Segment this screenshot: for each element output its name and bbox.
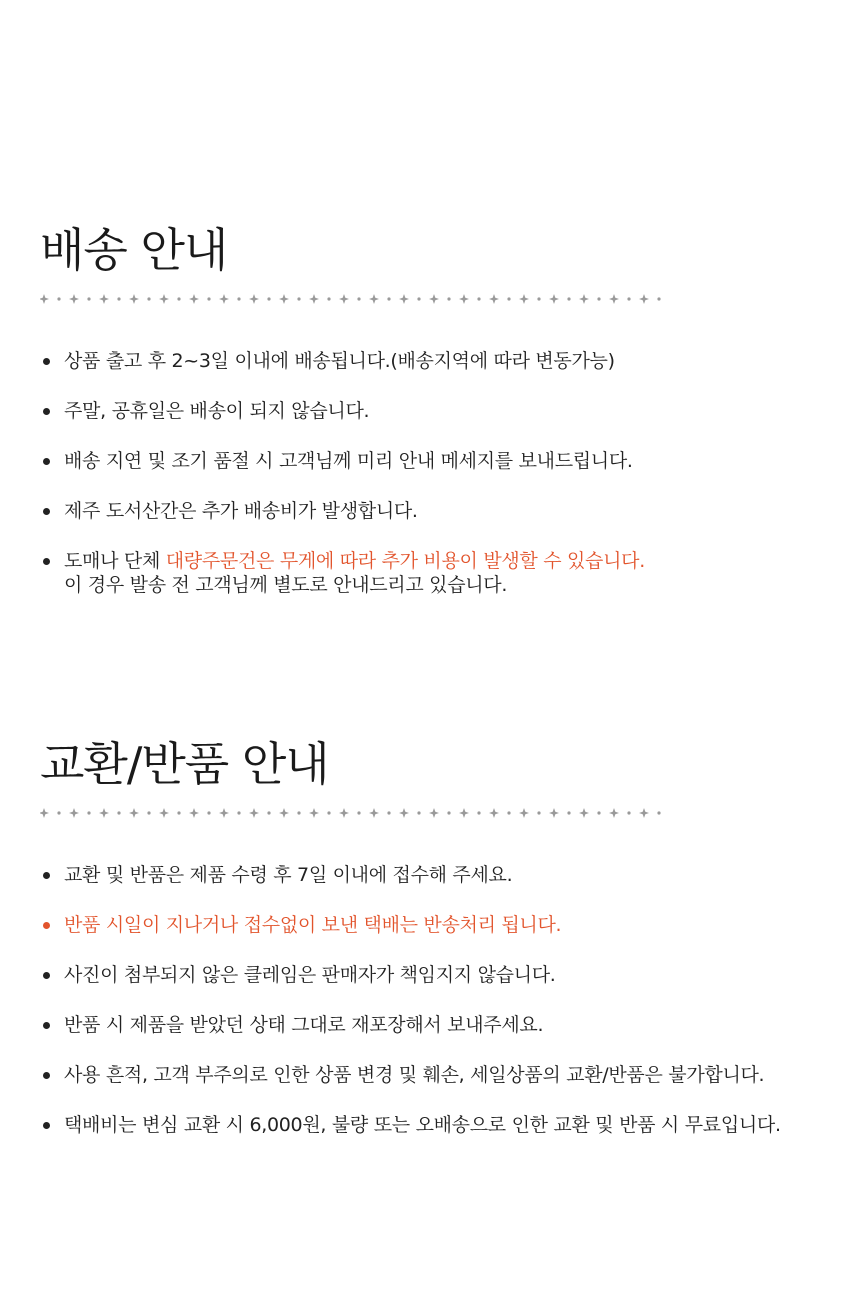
- sparkle-icon: [459, 808, 469, 818]
- list-item: [40, 349, 840, 373]
- dot-icon: [87, 297, 90, 300]
- dot-icon: [117, 297, 120, 300]
- sparkle-icon: [549, 294, 559, 304]
- shipping-info-section: [40, 222, 840, 623]
- sparkle-icon: [639, 294, 649, 304]
- dot-icon: [297, 297, 300, 300]
- bullet-icon: [43, 972, 50, 979]
- dot-icon: [657, 811, 660, 814]
- sparkle-icon: [309, 294, 319, 304]
- sparkle-icon: [40, 808, 49, 818]
- sparkle-icon: [69, 808, 79, 818]
- sparkle-icon: [219, 294, 229, 304]
- dot-icon: [597, 297, 600, 300]
- dot-icon: [117, 811, 120, 814]
- sparkle-icon: [189, 294, 199, 304]
- sparkle-icon: [189, 808, 199, 818]
- sparkle-icon: [489, 808, 499, 818]
- dot-icon: [237, 811, 240, 814]
- exchange-return-section: [40, 736, 840, 1163]
- list-item-line: [64, 549, 840, 573]
- sparkle-icon: [69, 294, 79, 304]
- sparkle-icon: [309, 808, 319, 818]
- bullet-icon: [43, 508, 50, 515]
- dot-icon: [597, 811, 600, 814]
- sparkle-icon: [219, 808, 229, 818]
- dot-icon: [507, 297, 510, 300]
- dot-icon: [477, 811, 480, 814]
- sparkle-icon: [399, 294, 409, 304]
- dot-icon: [267, 811, 270, 814]
- dot-icon: [387, 811, 390, 814]
- list-item-text: 반품 시 제품을 받았던 상태 그대로 재포장해서 보내주세요.: [64, 1014, 544, 1036]
- sparkle-icon: [549, 808, 559, 818]
- bullet-icon: [43, 358, 50, 365]
- sparkle-icon: [519, 294, 529, 304]
- dot-icon: [567, 811, 570, 814]
- sparkle-icon: [369, 808, 379, 818]
- dot-icon: [387, 297, 390, 300]
- bullet-icon: [43, 922, 50, 929]
- list-item-text: 반품 시일이 지나거나 접수없이 보낸 택배는 반송처리 됩니다.: [64, 914, 562, 936]
- dot-icon: [447, 811, 450, 814]
- sparkle-icon: [399, 808, 409, 818]
- sparkle-icon: [429, 294, 439, 304]
- list-item: [40, 1063, 840, 1087]
- bullet-icon: [43, 872, 50, 879]
- dot-icon: [477, 297, 480, 300]
- list-item: [40, 399, 840, 423]
- dot-icon: [627, 297, 630, 300]
- dot-icon: [447, 297, 450, 300]
- sparkle-icon: [40, 294, 49, 304]
- bullet-icon: [43, 458, 50, 465]
- dot-icon: [57, 811, 60, 814]
- list-item: [40, 963, 840, 987]
- sparkle-icon: [429, 808, 439, 818]
- dot-icon: [567, 297, 570, 300]
- dot-icon: [177, 811, 180, 814]
- sparkle-icon: [159, 808, 169, 818]
- dot-icon: [357, 297, 360, 300]
- dot-icon: [177, 297, 180, 300]
- dot-icon: [627, 811, 630, 814]
- dot-icon: [237, 297, 240, 300]
- bullet-icon: [43, 558, 50, 565]
- dot-icon: [507, 811, 510, 814]
- sparkle-icon: [489, 294, 499, 304]
- list-item-text: 교환 및 반품은 제품 수령 후 7일 이내에 접수해 주세요.: [64, 864, 513, 886]
- list-item-text: 상품 출고 후 2~3일 이내에 배송됩니다.(배송지역에 따라 변동가능): [64, 350, 615, 372]
- sparkle-icon: [459, 294, 469, 304]
- list-item-text: 주말, 공휴일은 배송이 되지 않습니다.: [64, 400, 370, 422]
- sparkle-icon: [339, 808, 349, 818]
- sparkle-icon: [99, 294, 109, 304]
- dot-icon: [207, 297, 210, 300]
- sparkle-icon: [369, 294, 379, 304]
- dot-icon: [657, 297, 660, 300]
- list-item: [40, 1013, 840, 1037]
- sparkle-icon: [609, 294, 619, 304]
- dot-icon: [357, 811, 360, 814]
- exchange-return-title: 교환/반품 안내: [40, 737, 329, 791]
- list-item: [40, 863, 840, 887]
- dot-icon: [417, 811, 420, 814]
- bullet-icon: [43, 1122, 50, 1129]
- bullet-icon: [43, 1072, 50, 1079]
- list-item: [40, 549, 840, 597]
- list-item-text: 택배비는 변심 교환 시 6,000원, 불량 또는 오배송으로 인한 교환 및 반품 시 무료입니다.: [64, 1114, 781, 1136]
- exchange-return-list: [40, 863, 840, 1137]
- dot-icon: [207, 811, 210, 814]
- list-item-second-line: 이 경우 발송 전 고객님께 별도로 안내드리고 있습니다.: [64, 574, 508, 596]
- dot-icon: [327, 297, 330, 300]
- dot-icon: [267, 297, 270, 300]
- dot-icon: [417, 297, 420, 300]
- list-item: [40, 449, 840, 473]
- highlight-text: 대량주문건은 무게에 따라 추가 비용이 발생할 수 있습니다.: [165, 550, 645, 572]
- list-item-text: 사진이 첨부되지 않은 클레임은 판매자가 책임지지 않습니다.: [64, 964, 556, 986]
- bullet-icon: [43, 408, 50, 415]
- dot-icon: [537, 297, 540, 300]
- sparkle-icon: [99, 808, 109, 818]
- sparkle-icon: [249, 294, 259, 304]
- sparkle-icon: [519, 808, 529, 818]
- sparkle-icon: [249, 808, 259, 818]
- bullet-icon: [43, 1022, 50, 1029]
- dot-icon: [147, 297, 150, 300]
- list-item: [40, 499, 840, 523]
- list-item-text: 사용 흔적, 고객 부주의로 인한 상품 변경 및 훼손, 세일상품의 교환/반품은 불가합니다.: [64, 1064, 765, 1086]
- sparkle-icon: [339, 294, 349, 304]
- list-item-text: 도매나 단체: [64, 550, 166, 572]
- decorative-divider: [40, 807, 670, 819]
- sparkle-icon: [639, 808, 649, 818]
- sparkle-icon: [129, 294, 139, 304]
- list-item: [40, 913, 840, 937]
- sparkle-icon: [129, 808, 139, 818]
- sparkle-icon: [609, 808, 619, 818]
- shipping-info-title: 배송 안내: [40, 223, 228, 277]
- dot-icon: [537, 811, 540, 814]
- dot-icon: [87, 811, 90, 814]
- sparkle-icon: [279, 808, 289, 818]
- dot-icon: [327, 811, 330, 814]
- dot-icon: [297, 811, 300, 814]
- list-item: [40, 1113, 840, 1137]
- shipping-info-list: [40, 349, 840, 597]
- sparkle-icon: [159, 294, 169, 304]
- dot-icon: [57, 297, 60, 300]
- sparkle-icon: [279, 294, 289, 304]
- list-item-text: 제주 도서산간은 추가 배송비가 발생합니다.: [64, 500, 418, 522]
- decorative-divider: [40, 293, 670, 305]
- dot-icon: [147, 811, 150, 814]
- sparkle-icon: [579, 294, 589, 304]
- sparkle-icon: [579, 808, 589, 818]
- list-item-text: 배송 지연 및 조기 품절 시 고객님께 미리 안내 메세지를 보내드립니다.: [64, 450, 633, 472]
